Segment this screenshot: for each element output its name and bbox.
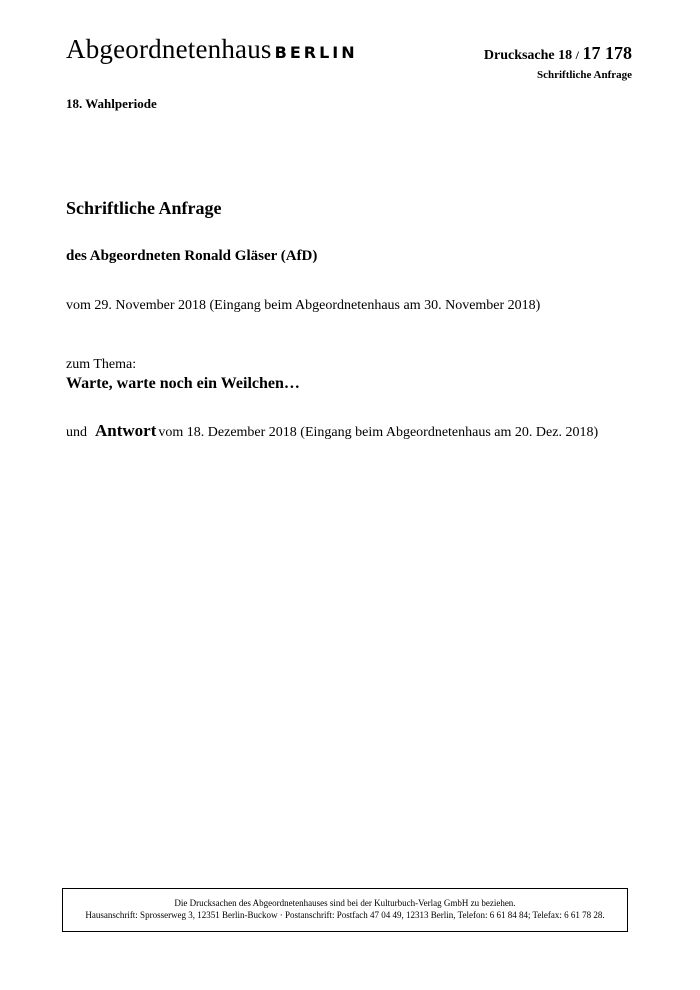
document-reference [484, 44, 632, 81]
answer-prefix: und [66, 425, 87, 440]
drucksache-prefix: Drucksache 18 [483, 48, 573, 63]
drucksache-number-line [484, 44, 632, 63]
request-dates: vom 29. November 2018 (Eingang beim Abgeordnetenhaus am 30. November 2018) [66, 298, 541, 313]
answer-dates: vom 18. Dezember 2018 (Eingang beim Abgeordnetenhaus am 20. Dez. 2018) [158, 425, 599, 440]
logo-city: BERLIN [274, 43, 358, 62]
topic-label: zum Thema: [66, 357, 137, 372]
answer-line [66, 421, 598, 441]
document-title: Schriftliche Anfrage [66, 198, 222, 218]
footer-line-1: Die Drucksachen des Abgeordnetenhauses sind bei der Kulturbuch-Verlag GmbH zu beziehen. [174, 898, 516, 908]
legislative-period: 18. Wahlperiode [66, 96, 157, 111]
document-type: Schriftliche Anfrage [536, 69, 632, 81]
topic-title: Warte, warte noch ein Weilchen… [66, 375, 300, 392]
logo-wordmark: Abgeordnetenhaus [66, 34, 272, 64]
answer-word: Antwort [95, 421, 157, 440]
drucksache-slash: / [575, 48, 579, 62]
parliament-logo [66, 36, 358, 63]
drucksache-number: 17 178 [582, 43, 632, 63]
publisher-footer [62, 888, 628, 932]
author-line: des Abgeordneten Ronald Gläser (AfD) [66, 248, 318, 264]
footer-line-2: Hausanschrift: Sprosserweg 3, 12351 Berlin-Buckow · Postanschrift: Postfach 47 04 49, 12313 Berlin, Telefon: 6 61 84 84; Telefax: 6 61 78 28. [85, 910, 605, 920]
